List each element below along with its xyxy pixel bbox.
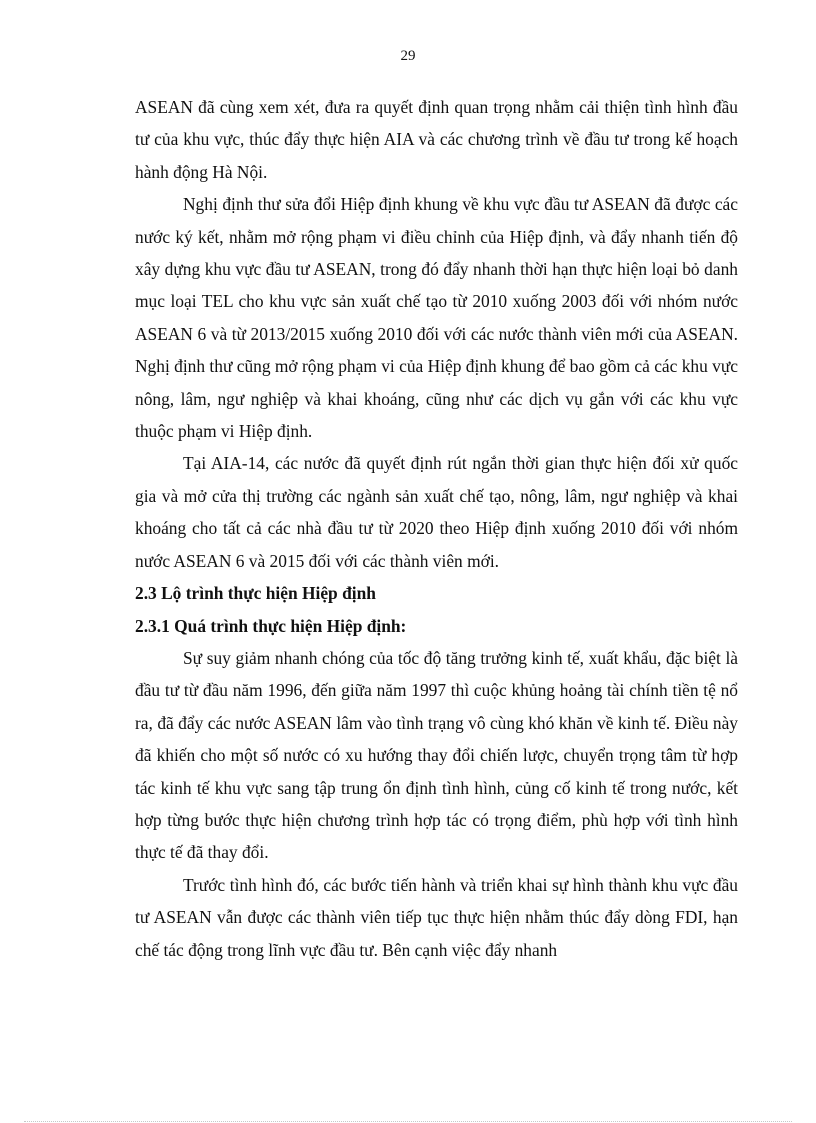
page-body xyxy=(135,91,738,966)
section-heading: 2.3 Lộ trình thực hiện Hiệp định xyxy=(135,583,376,604)
paragraph-aia-14: Tại AIA-14, các nước đã quyết định rút ngắn thời gian thực hiện đối xử quốc gia và mở cửa thị trường các ngành sản xuất chế tạo, nông, lâm, ngư nghiệp và khai khoáng cho tất cả các nhà đầu tư từ 2020 theo Hiệp định xuống 2010 đối với nhóm nước ASEAN 6 và 2015 đối với các thành viên mới. xyxy=(135,453,738,571)
paragraph-protocol-amendment: Nghị định thư sửa đổi Hiệp định khung về khu vực đầu tư ASEAN đã được các nước ký kết, nhằm mở rộng phạm vi điều chỉnh của Hiệp định, và đẩy nhanh tiến độ xây dựng khu vực đầu tư ASEAN, trong đó đẩy nhanh thời hạn thực hiện loại bỏ danh mục loại TEL cho khu vực sản xuất chế tạo từ 2010 xuống 2003 đối với nhóm nước ASEAN 6 và từ 2013/2015 xuống 2010 đối với các nước thành viên mới của ASEAN. Nghị định thư cũng mở rộng phạm vi của Hiệp định khung để bao gồm cả các khu vực nông, lâm, ngư nghiệp và khai khoáng, cũng như các dịch vụ gắn với các khu vực thuộc phạm vi Hiệp định. xyxy=(135,194,738,442)
page-number: 29 xyxy=(400,48,416,64)
subsection-heading: 2.3.1 Quá trình thực hiện Hiệp định: xyxy=(135,615,407,636)
paragraph-crisis: Sự suy giảm nhanh chóng của tốc độ tăng trưởng kinh tế, xuất khẩu, đặc biệt là đầu tư từ đầu năm 1996, đến giữa năm 1997 thì cuộc khủng hoảng tài chính tiền tệ nổ ra, đã đẩy các nước ASEAN lâm vào tình trạng vô cùng khó khăn về kinh tế. Điều này đã khiến cho một số nước có xu hướng thay đổi chiến lược, chuyển trọng tâm từ hợp tác kinh tế khu vực sang tập trung ổn định tình hình, củng cố kinh tế trong nước, kết hợp từng bước thực hiện chương trình hợp tác có trọng điểm, phù hợp với tình hình thực tế đã thay đổi. xyxy=(135,647,738,863)
page-bottom-divider xyxy=(24,1121,792,1122)
paragraph-continuation: ASEAN đã cùng xem xét, đưa ra quyết định quan trọng nhằm cải thiện tình hình đầu tư của khu vực, thúc đẩy thực hiện AIA và các chương trình về đầu tư trong kế hoạch hành động Hà Nội. xyxy=(135,97,738,182)
paragraph-continued-implementation: Trước tình hình đó, các bước tiến hành và triển khai sự hình thành khu vực đầu tư ASEAN vẫn được các thành viên tiếp tục thực hiện nhằm thúc đẩy dòng FDI, hạn chế tác động trong lĩnh vực đầu tư. Bên cạnh việc đẩy nhanh xyxy=(135,874,738,960)
